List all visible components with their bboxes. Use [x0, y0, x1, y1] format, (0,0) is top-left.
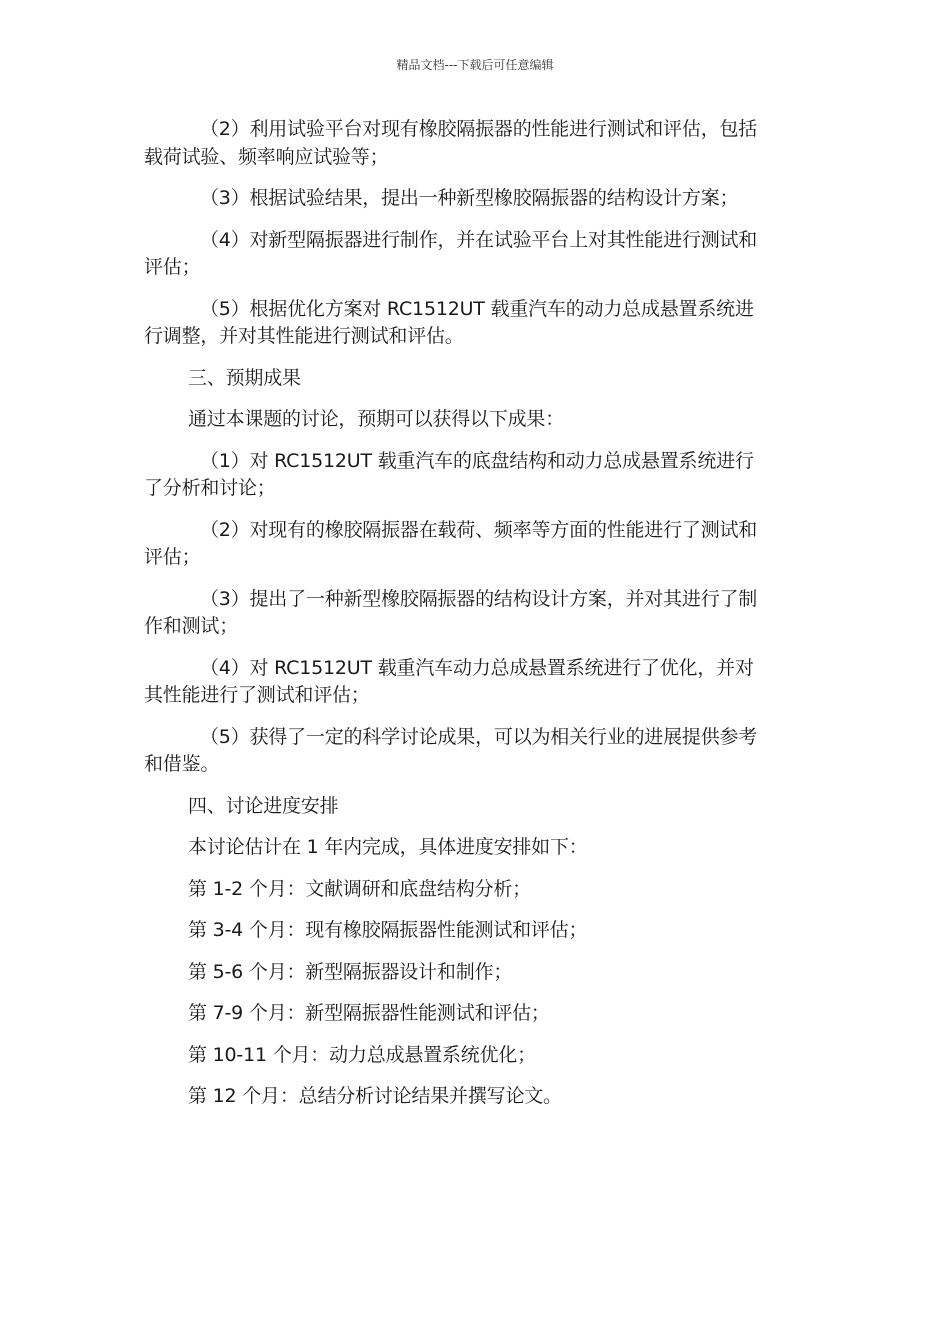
paragraph [144, 655, 806, 710]
schedule-item [144, 876, 806, 904]
paragraph-line: （3）提出了一种新型橡胶隔振器的结构设计方案，并对其进行了制 [200, 587, 758, 610]
paragraph-line: （3）根据试验结果，提出一种新型橡胶隔振器的结构设计方案； [200, 187, 739, 209]
paragraph-line: （1）对 RC1512UT 载重汽车的底盘结构和动力总成悬置系统进行 [200, 449, 754, 472]
paragraph-line: 行调整，并对其性能进行测试和评估。 [144, 325, 464, 347]
paragraph-line: 评估； [144, 546, 201, 568]
schedule-item-text: 第 10-11 个月：动力总成悬置系统优化； [188, 1043, 536, 1066]
section-heading [144, 793, 806, 821]
schedule-item [144, 959, 806, 987]
schedule-item-text: 第 7-9 个月：新型隔振器性能测试和评估； [188, 1002, 550, 1024]
paragraph [144, 724, 806, 779]
paragraph [144, 517, 806, 572]
schedule-item [144, 917, 806, 945]
paragraph-line: （4）对新型隔振器进行制作，并在试验平台上对其性能进行测试和 [200, 228, 758, 251]
paragraph-line: 了分析和讨论； [144, 477, 276, 499]
paragraph [144, 185, 806, 213]
paragraph-line: （2）利用试验平台对现有橡胶隔振器的性能进行测试和评估，包括 [200, 118, 758, 140]
paragraph-line: 本讨论估计在 1 年内完成，具体进度安排如下： [188, 836, 588, 858]
section-heading-text: 四、讨论进度安排 [188, 794, 339, 817]
paragraph-line: （2）对现有的橡胶隔振器在载荷、频率等方面的性能进行了测试和 [200, 518, 758, 541]
paragraph-line: 载荷试验、频率响应试验等； [144, 145, 389, 168]
schedule-item-text: 第 1-2 个月：文献调研和底盘结构分析； [188, 877, 531, 900]
schedule-item [144, 1042, 806, 1070]
paragraph-line: （5）获得了一定的科学讨论成果，可以为相关行业的进展提供参考 [200, 725, 758, 748]
paragraph [144, 586, 806, 641]
paragraph-line: 其性能进行了测试和评估； [144, 684, 370, 706]
paragraph [144, 406, 806, 434]
schedule-item [144, 1083, 806, 1111]
schedule-item-text: 第 5-6 个月：新型隔振器设计和制作； [188, 960, 513, 983]
paragraph [144, 296, 806, 351]
paragraph-line: （4）对 RC1512UT 载重汽车动力总成悬置系统进行了优化，并对 [200, 656, 754, 679]
paragraph-line: 作和测试； [144, 615, 239, 637]
paragraph [144, 834, 806, 862]
paragraph-line: 评估； [144, 256, 201, 278]
paragraph-line: 和借鉴。 [144, 753, 220, 775]
document-body [144, 116, 806, 1125]
section-heading [144, 365, 806, 393]
schedule-item-text: 第 3-4 个月：现有橡胶隔振器性能测试和评估； [188, 919, 588, 941]
paragraph-line: 通过本课题的讨论，预期可以获得以下成果： [188, 408, 565, 430]
paragraph [144, 448, 806, 503]
paragraph [144, 116, 806, 171]
paragraph-line: （5）根据优化方案对 RC1512UT 载重汽车的动力总成悬置系统进 [200, 297, 754, 320]
paragraph [144, 227, 806, 282]
page-header: 精品文档---下载后可任意编辑 [396, 58, 554, 72]
schedule-item [144, 1000, 806, 1028]
section-heading-text: 三、预期成果 [188, 366, 301, 389]
schedule-item-text: 第 12 个月：总结分析讨论结果并撰写论文。 [188, 1085, 562, 1107]
